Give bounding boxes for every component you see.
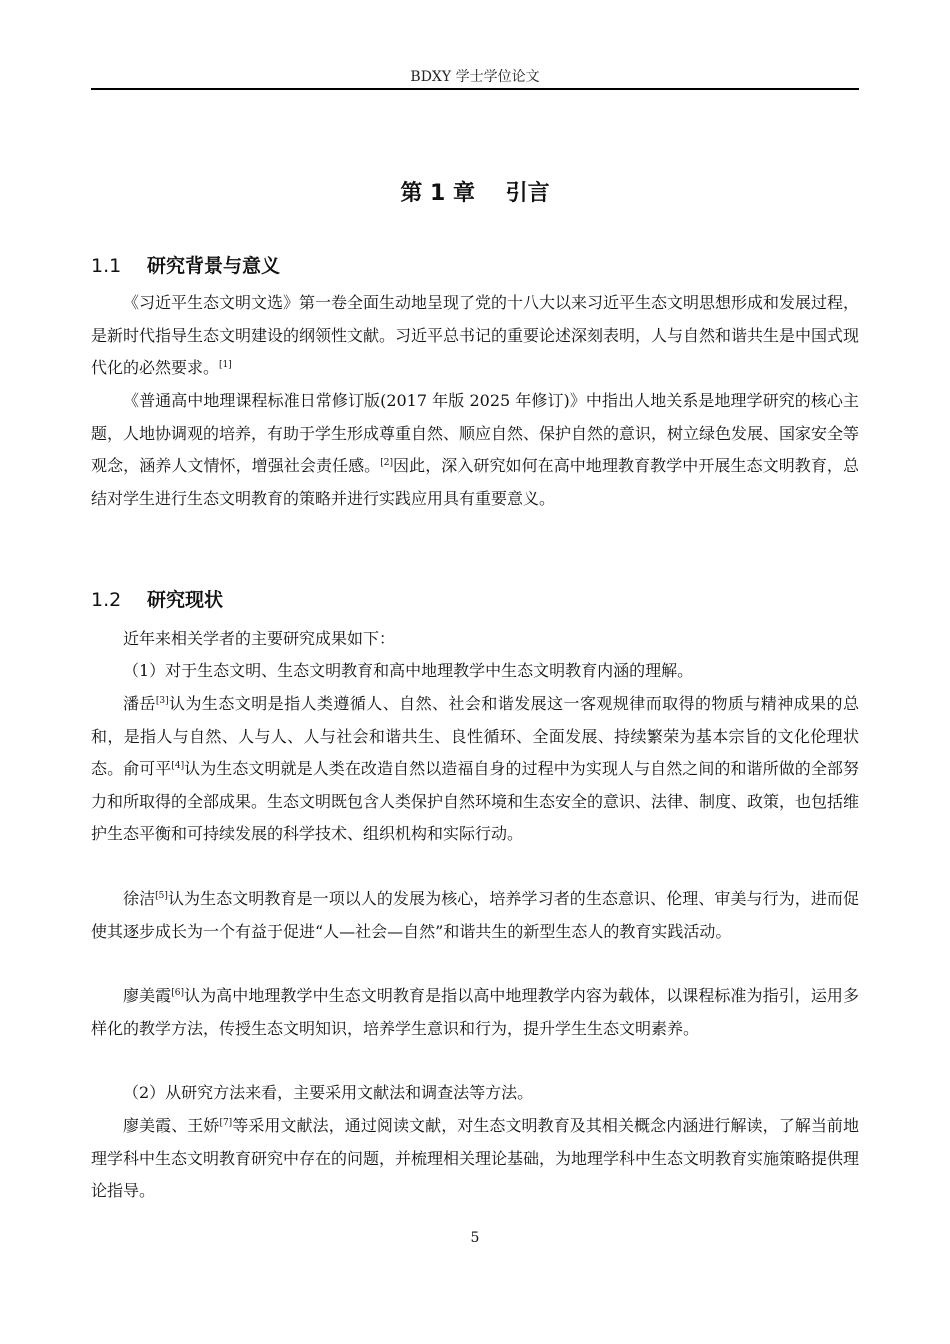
citation-ref: [3] xyxy=(155,696,169,706)
paragraph xyxy=(91,1110,859,1208)
paragraph xyxy=(91,980,859,1045)
section-heading-1-2 xyxy=(91,586,859,614)
citation-ref: [4] xyxy=(171,761,185,771)
paragraph-text: 认为生态文明就是人类在改造自然以造福自身的过程中为实现人与自然之间的和谐所做的全部努力和所取得的全部成果。生态文明既包含人类保护自然环境和生态安全的意识、法律、制度、政策，也包括维护生态平衡和可持续发展的科学技术、组织机构和实际行动。 xyxy=(91,759,860,843)
section-number: 1.1 xyxy=(91,255,122,277)
paragraph-text: 潘岳 xyxy=(123,694,156,713)
paragraph-text: 认为生态文明教育是一项以人的发展为核心，培养学习者的生态意识、伦理、审美与行为，进而促使其逐步成长为一个有益于促进“人—社会—自然”和谐共生的新型生态人的教育实践活动。 xyxy=(91,889,859,941)
paragraph-text: 《普通高中地理课程标准日常修订版(2017 年版 2025 年修订)》中指出人地关系是地理学研究的核心主题，人地协调观的培养，有助于学生形成尊重自然、顺应自然、保护自然的意识，树立绿色发展、国家安全等观念，涵养人文情怀，增强社会责任感。 xyxy=(91,391,860,475)
running-header: BDXY 学士学位论文 xyxy=(410,69,540,85)
chapter-title: 第 1 章 引言 xyxy=(400,181,550,206)
paragraph xyxy=(91,883,859,948)
paragraph-text: 等采用文献法，通过阅读文献，对生态文明教育及其相关概念内涵进行解读，了解当前地理学科中生态文明教育研究中存在的问题，并梳理相关理论基础，为地理学科中生态文明教育实施策略提供理论指导。 xyxy=(91,1116,860,1200)
section-heading-1-1 xyxy=(91,252,859,280)
paragraph-text: 因此，深入研究如何在高中地理教育教学中开展生态文明教育，总结对学生进行生态文明教育的策略并进行实践应用具有重要意义。 xyxy=(91,456,859,508)
section-number: 1.2 xyxy=(91,589,122,611)
citation-ref: [5] xyxy=(155,891,168,901)
citation-ref: [6] xyxy=(171,988,184,998)
citation-ref: [7] xyxy=(219,1118,233,1128)
paragraph-text: 《习近平生态文明文选》第一卷全面生动地呈现了党的十八大以来习近平生态文明思想形成和发展过程，是新时代指导生态文明建设的纲领性文献。习近平总书记的重要论述深刻表明，人与自然和谐共生是中国式现代化的必然要求。 xyxy=(91,293,860,377)
paragraph-text: 认为高中地理教学中生态文明教育是指以高中地理教学内容为载体，以课程标准为指引，运用多样化的教学方法，传授生态文明知识，培养学生意识和行为，提升学生生态文明素养。 xyxy=(91,986,859,1038)
header-rule xyxy=(91,88,859,90)
paragraph-text: 廖美霞、王娇 xyxy=(123,1116,220,1135)
citation-ref: [1] xyxy=(219,360,232,370)
paragraph xyxy=(91,688,859,851)
section-title: 研究现状 xyxy=(147,589,224,611)
paragraph-text: 认为生态文明是指人类遵循人、自然、社会和谐发展这一客观规律而取得的物质与精神成果的总和，是指人与自然、人与人、人与社会和谐共生、良性循环、全面发展、持续繁荣为基本宗旨的文化伦理状态。俞可平 xyxy=(91,694,859,778)
paragraph: 近年来相关学者的主要研究成果如下： xyxy=(123,629,396,648)
paragraph-text: 廖美霞 xyxy=(123,986,172,1005)
paragraph-text: 徐洁 xyxy=(123,889,156,908)
paragraph: （2）从研究方法来看，主要采用文献法和调查法等方法。 xyxy=(123,1083,534,1102)
paragraph xyxy=(91,385,859,515)
citation-ref: [2] xyxy=(380,458,393,468)
page-number: 5 xyxy=(470,1230,480,1246)
paragraph: （1）对于生态文明、生态文明教育和高中地理教学中生态文明教育内涵的理解。 xyxy=(123,661,694,680)
paragraph xyxy=(91,287,859,385)
section-title: 研究背景与意义 xyxy=(147,255,281,277)
